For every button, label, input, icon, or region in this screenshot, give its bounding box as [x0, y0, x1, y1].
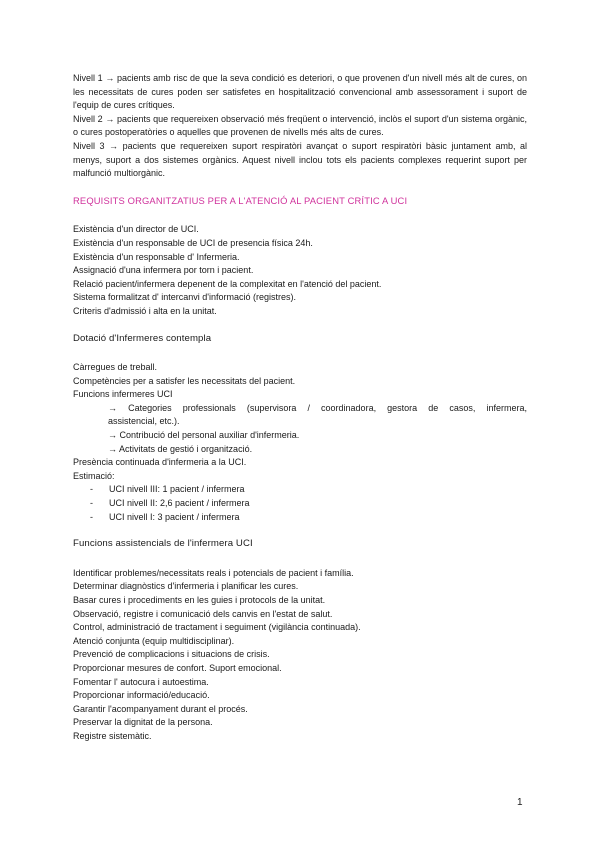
list-item: Control, administració de tractament i seguiment (vigilància continuada).	[73, 622, 361, 633]
list-item: Relació pacient/infermera depenent de la complexitat en l'atenció del pacient.	[73, 278, 382, 289]
level-1-paragraph: Nivell 1 → pacients amb risc de que la seva condició es deteriori, o que provenen d'un nivell més alt de cures, on les necessitats de cures poden ser satisfetes en hospitalització convencional amb assessorament i suport de l'equip de cures crítiques.	[73, 73, 527, 111]
estimacio-item: - UCI nivell I: 3 pacient / infermera	[73, 511, 527, 525]
list-item: Fomentar l' autocura i autoestima.	[73, 676, 209, 687]
estimacio-label: Estimació:	[73, 470, 115, 481]
list-item: Basar cures i procediments en les guies i protocols de la unitat.	[73, 595, 326, 605]
list-item: Funcions infermeres UCI	[73, 389, 173, 400]
funcio-item: → Activitats de gestió i organització.	[108, 443, 253, 454]
dotacio-heading: Dotació d'Infermeres contempla	[73, 332, 212, 344]
funcions-assistencials-list	[73, 567, 527, 744]
list-item: Identificar problemes/necessitats reals i potencials de pacient i família.	[73, 567, 354, 578]
list-item: Criteris d'admissió i alta en la unitat.	[73, 305, 217, 316]
list-item: Assignació d'una infermera por torn i pacient.	[73, 265, 254, 276]
list-item: Proporcionar informació/educació.	[73, 690, 210, 701]
estimacio-item: - UCI nivell II: 2,6 pacient / infermera	[73, 497, 527, 511]
dotacio-list	[73, 361, 527, 524]
page-number: 1	[517, 797, 523, 808]
list-item: Prevenció de complicacions i situacions de crisis.	[73, 649, 270, 660]
section-title: REQUISITS ORGANITZATIUS PER A L'ATENCIÓ AL PACIENT CRÍTIC A UCI	[73, 194, 408, 206]
document-page	[73, 72, 527, 744]
list-item: Càrregues de treball.	[73, 362, 158, 373]
presencia-item: Presència continuada d'infermeria a la UCI.	[73, 457, 247, 468]
list-item: Determinar diagnòstics d'infermeria i planificar les cures.	[73, 581, 299, 592]
list-item: Atenció conjunta (equip multidisciplinar).	[73, 635, 235, 646]
level-3-paragraph: Nivell 3 → pacients que requereixen suport respiratòri avançat o suport respiratòri bàsic juntament amb, al menys, suport a dos sistemes orgànics. Aquest nivell inclou tots els pacients complexes requerint suport per malfunció multiorgànic.	[73, 140, 527, 179]
estimacio-item: - UCI nivell III: 1 pacient / infermera	[73, 483, 527, 497]
list-item: Preservar la dignitat de la persona.	[73, 717, 213, 728]
list-item: Proporcionar mesures de confort. Suport emocional.	[73, 662, 282, 673]
list-item: Registre sistemàtic.	[73, 730, 152, 741]
list-item: Garantir l'acompanyament durant el procés.	[73, 703, 248, 714]
list-item: Observació, registre i comunicació dels canvis en l'estat de salut.	[73, 608, 333, 619]
funcio-item: → Contribució del personal auxiliar d'infermeria.	[108, 430, 300, 441]
list-item: Existència d'un director de UCI.	[73, 224, 199, 235]
funcio-item: → Categories professionals (supervisora / coordinadora, gestora de casos, infermera,	[108, 402, 527, 413]
funcio-item-continuation: assistencial, etc.).	[108, 416, 180, 427]
list-item: Existència d'un responsable d' Infermeria.	[73, 251, 240, 262]
list-item: Competències per a satisfer les necessitats del pacient.	[73, 375, 296, 386]
funcions-assistencials-heading: Funcions assistencials de l'infermera UCI	[73, 538, 253, 550]
list-item: Existència d'un responsable de UCI de presencia física 24h.	[73, 237, 313, 248]
list-item: Sistema formalitzat d' intercanvi d'informació (registres).	[73, 292, 297, 303]
level-2-paragraph: Nivell 2 → pacients que requereixen observació més freqüent o intervenció, inclòs el suport d'un sistema orgànic, o cures postoperatòries o aquelles que provenen de nivells més alts de cures.	[73, 113, 527, 138]
requisits-list	[73, 223, 527, 318]
